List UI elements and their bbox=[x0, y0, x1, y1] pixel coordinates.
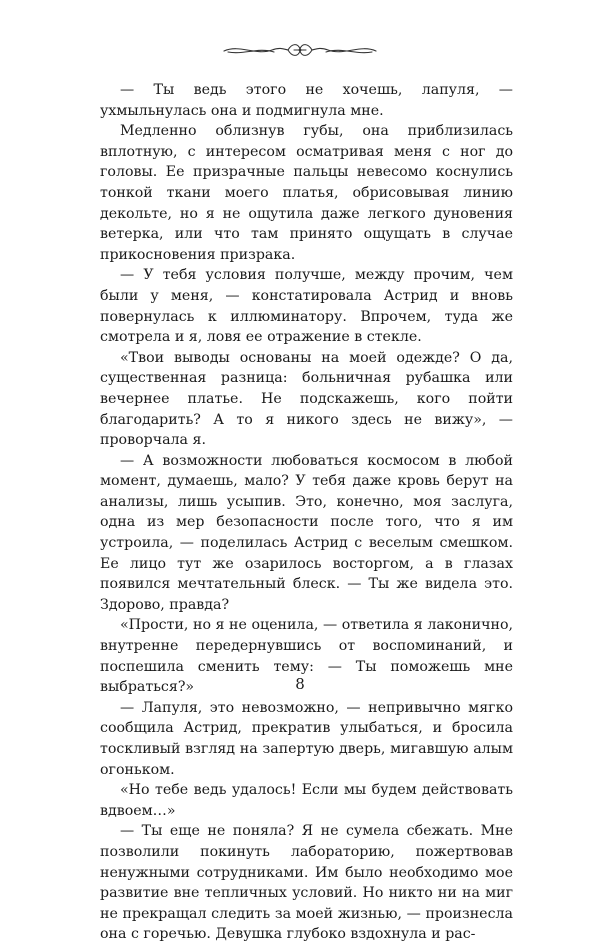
paragraph: «Твои выводы основаны на моей одежде? О да, существенная разница: больничная рубашка или вечернее платье. Не подскажешь, кого пойти благодарить? А то я никого здесь не вижу», — проворчала я. bbox=[100, 349, 513, 449]
flourish-ornament-icon bbox=[222, 40, 378, 60]
paragraph: — А возможности любоваться космосом в любой момент, думаешь, мало? У тебя даже кровь берут на анализы, лишь усыпив. Это, конечно, моя заслуга, одна из мер безопасности после того, что я им устроила, — поделилась Астрид с веселым смешком. Ее лицо тут же озарилось восторгом, а в глазах появился мечтательный блеск. — Ты же видела это. Здорово, правда? bbox=[100, 452, 513, 613]
paragraph: «Прости, но я не оценила, — ответила я лаконично, внутренне передернувшись от воспоминаний, и поспешила сменить тему: — Ты поможешь мне выбраться?» bbox=[100, 617, 513, 696]
paragraph: — Лапуля, это невозможно, — непривычно мягко сообщила Астрид, прекратив улыбаться, и бросила тоскливый взгляд на запертую дверь, мигавшую алым огоньком. bbox=[100, 699, 513, 778]
page-number: 8 bbox=[295, 675, 305, 693]
paragraph: «Но тебе ведь удалось! Если мы будем действовать вдвоем…» bbox=[100, 782, 513, 819]
paragraph: — Ты ведь этого не хочешь, лапуля, — ухмыльнулась она и подмигнула мне. bbox=[100, 82, 513, 119]
paragraph: — У тебя условия получше, между прочим, чем были у меня, — констатировала Астрид и вновь повернулась к иллюминатору. Впрочем, туда же смотрела и я, ловя ее отражение в стекле. bbox=[100, 267, 513, 346]
body-text bbox=[100, 80, 513, 945]
paragraph: Медленно облизнув губы, она приблизилась вплотную, с интересом осматривая меня с ног до головы. Ее призрачные пальцы невесомо коснулись тонкой ткани моего платья, обрисовывая линию декольте, но я не ощутила даже легкого дуновения ветерка, или что там принято ощущать в случае прикосновения призрака. bbox=[100, 123, 513, 263]
paragraph: — Ты еще не поняла? Я не сумела сбежать. Мне позволили покинуть лабораторию, пожертвовав ненужными сотрудниками. Им было необходимо мое развитие вне тепличных условий. Но никто ни на миг не прекращал следить за моей жизнью, — произнесла она с горечью. Девушка глубоко вздохнула и рас- bbox=[100, 823, 513, 943]
